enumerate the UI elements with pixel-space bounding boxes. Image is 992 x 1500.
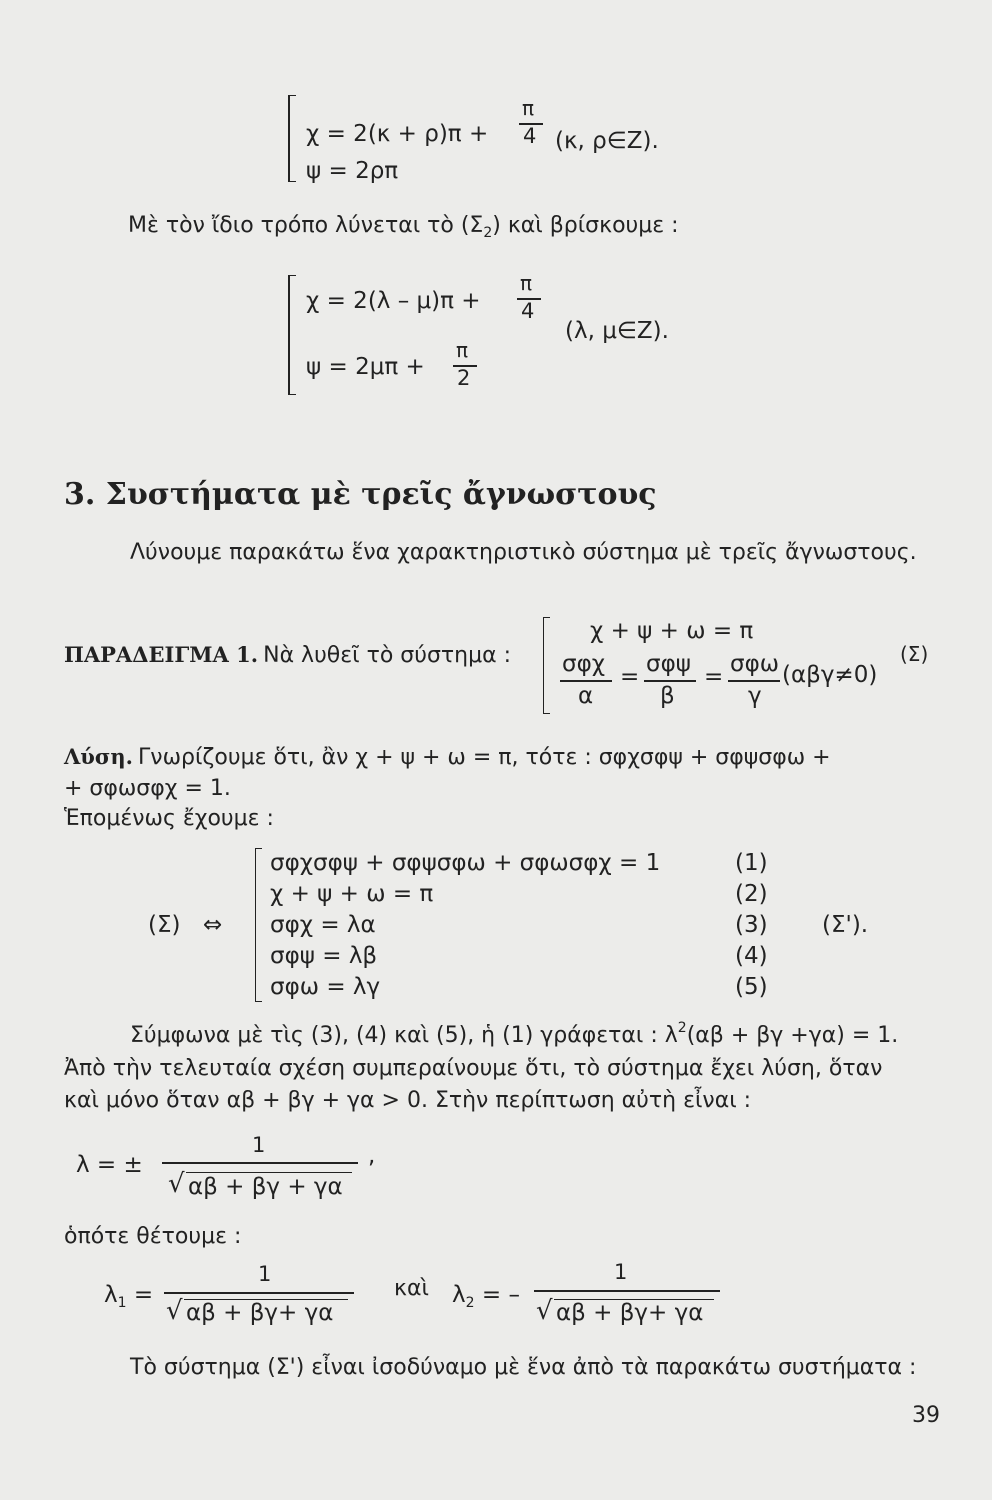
- sys3-row-5-num: (5): [735, 974, 768, 1000]
- example-f2-line: [644, 680, 696, 682]
- l1-den: αβ + βγ+ γα: [186, 1300, 334, 1326]
- example-f3-line: [728, 680, 780, 682]
- l2-den: αβ + βγ+ γα: [556, 1300, 704, 1326]
- l1-lhs: [104, 1282, 154, 1311]
- example-label: ΠΑΡΑΔΕΙΓΜΑ 1.: [64, 642, 259, 667]
- sys2-condition: (λ, μ∈Z).: [565, 318, 669, 344]
- example-eqsign-1: =: [620, 664, 640, 690]
- sys3-row: [735, 912, 768, 938]
- example-tag: (Σ): [900, 642, 929, 666]
- para-line-1: [130, 1020, 899, 1048]
- text1-sub: 2: [483, 225, 493, 241]
- l2-sub: 2: [465, 1295, 475, 1311]
- sys3-row: [735, 850, 768, 876]
- l1-sub: 1: [117, 1295, 127, 1311]
- para-l1a: Σύμφωνα μὲ τὶς (3), (4) καὶ (5), ἡ (1) γράφεται : λ: [130, 1023, 678, 1048]
- example-line: [64, 642, 511, 668]
- text1-main: Μὲ τὸν ἴδιο τρόπο λύνεται τὸ (Σ: [128, 213, 484, 238]
- sys3-row-2-eq: χ + ψ + ω = π: [270, 881, 434, 907]
- sys2-eq2-num: π: [456, 338, 469, 362]
- brace-sys2: [288, 275, 296, 395]
- sys3-row: [270, 881, 433, 907]
- example-f3-den: γ: [748, 683, 762, 709]
- para-line-3: καὶ μόνο ὅταν αβ + βγ + γα > 0. Στὴν περίπτωση αὐτὴ εἶναι :: [64, 1088, 752, 1113]
- sys1-eq1-num: π: [522, 96, 535, 120]
- sys3-row-2-num: (2): [735, 881, 768, 907]
- sys2-eq1: χ = 2(λ – μ)π +: [306, 288, 481, 314]
- text-line-1: [128, 213, 679, 241]
- l2-num: 1: [614, 1260, 628, 1284]
- sys2-eq1-num: π: [520, 271, 533, 295]
- sys3-row: [735, 881, 768, 907]
- l1-lambda: λ: [104, 1282, 118, 1308]
- para-line-2: Ἀπὸ τὴν τελευταία σχέση συμπεραίνουμε ὅτι, τὸ σύστημα ἔχει λύση, ὅταν: [64, 1056, 883, 1081]
- lambda-comma: ,: [368, 1143, 376, 1169]
- sys3-row-1-num: (1): [735, 850, 768, 876]
- lambda-den: αβ + βγ + γα: [188, 1174, 343, 1200]
- example-text: Νὰ λυθεῖ τὸ σύστημα :: [263, 643, 512, 668]
- opote-text: ὁπότε θέτουμε :: [64, 1224, 242, 1249]
- example-eq1: χ + ψ + ω = π: [590, 618, 754, 644]
- example-condition: (αβγ≠0): [782, 662, 878, 688]
- sys3-row: [735, 943, 768, 969]
- sys1-eq2: ψ = 2ρπ: [306, 158, 399, 184]
- sys3-row-1-eq: σφχσφψ + σφψσφω + σφωσφχ = 1: [270, 850, 661, 876]
- lambda-num: 1: [252, 1133, 266, 1157]
- sys3-row-3-num: (3): [735, 912, 768, 938]
- solution-line-1: [64, 744, 831, 770]
- brace-sys3: [255, 848, 262, 1002]
- sys3-row-3-eq: σφχ = λα: [270, 912, 376, 938]
- sys3-row: [270, 912, 376, 938]
- example-eqsign-2: =: [704, 664, 724, 690]
- page-number: 39: [912, 1403, 940, 1428]
- lambda-sqrt-icon: √: [168, 1169, 185, 1199]
- example-f2-den: β: [660, 683, 675, 709]
- text1-end: ) καὶ βρίσκουμε :: [492, 213, 679, 238]
- example-f1-line: [560, 680, 612, 682]
- sys3-row: [270, 850, 660, 876]
- l2-fraction-line: [534, 1290, 720, 1292]
- sys3-row-4-num: (4): [735, 943, 768, 969]
- solution-line-3: Ἑπομένως ἔχουμε :: [64, 806, 274, 831]
- example-f1-den: α: [578, 683, 594, 709]
- l1-sqrt-icon: √: [166, 1296, 183, 1326]
- l2-sqrt-icon: √: [536, 1296, 553, 1326]
- l2-lhs: [452, 1282, 520, 1311]
- brace-example: [543, 617, 550, 714]
- sys1-cond-text: (κ, ρ∈Z).: [555, 128, 659, 154]
- example-f3-num: σφω: [730, 651, 780, 677]
- para-l1-sup: 2: [677, 1020, 687, 1036]
- solution-label: Λύση.: [64, 744, 133, 769]
- brace-sys1: [288, 95, 296, 182]
- sys1-eq1-den: 4: [523, 124, 537, 148]
- para-l1b: (αβ + βγ +γα) = 1.: [686, 1023, 899, 1048]
- sys3-row: [270, 943, 377, 969]
- solution-text-1: Γνωρίζουμε ὅτι, ἂν χ + ψ + ω = π, τότε : σφχσφψ + σφψσφω +: [138, 745, 831, 770]
- sys3-row-5-eq: σφω = λγ: [270, 974, 381, 1000]
- l2-lambda: λ: [452, 1282, 466, 1308]
- sys3-left: (Σ): [148, 912, 181, 938]
- l1-num: 1: [258, 1262, 272, 1286]
- lambda-fraction-line: [162, 1162, 358, 1164]
- lambda-lhs: λ = ±: [76, 1152, 143, 1178]
- sys2-eq1-den: 4: [521, 299, 535, 323]
- l1-fraction-line: [164, 1292, 354, 1294]
- sys3-row: [735, 974, 768, 1000]
- final-text: Τὸ σύστημα (Σ') εἶναι ἰσοδύναμο μὲ ἕνα ἀπὸ τὰ παρακάτω συστήματα :: [130, 1355, 917, 1380]
- sys3-row: [270, 974, 380, 1000]
- sys3-row-4-eq: σφψ = λβ: [270, 943, 378, 969]
- sys1-eq1: χ = 2(κ + ρ)π +: [306, 121, 489, 147]
- section-title: 3. Συστήματα μὲ τρεῖς ἄγνωστους: [64, 477, 657, 512]
- solution-line-2: + σφωσφχ = 1.: [64, 776, 231, 801]
- l1-eq: =: [133, 1282, 154, 1308]
- section-intro: Λύνουμε παρακάτω ἕνα χαρακτηριστικὸ σύστημα μὲ τρεῖς ἄγνωστους.: [130, 540, 917, 565]
- l2-eq: = –: [481, 1282, 520, 1308]
- example-f2-num: σφψ: [646, 651, 691, 677]
- kai-text: καὶ: [394, 1276, 429, 1301]
- sys1-condition: [555, 128, 659, 154]
- sys2-eq2-den: 2: [457, 366, 471, 390]
- example-f1-num: σφχ: [562, 651, 606, 677]
- sys3-right: (Σ').: [822, 912, 869, 938]
- sys3-arrow: ⇔: [203, 912, 223, 938]
- sys2-eq2: ψ = 2μπ +: [306, 354, 425, 380]
